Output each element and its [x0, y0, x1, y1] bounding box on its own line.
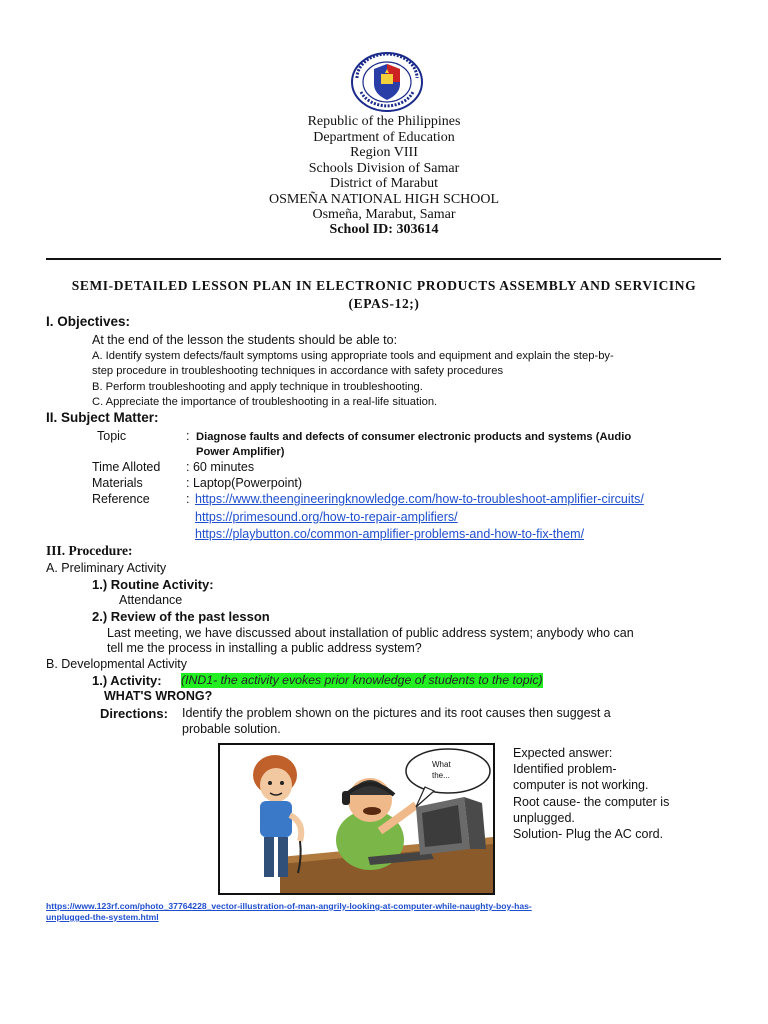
expected-line-1: Expected answer:: [513, 746, 613, 760]
objective-b: B. Perform troubleshooting and apply technique in troubleshooting.: [92, 381, 423, 393]
header-divider: [46, 258, 721, 260]
materials-label: Materials: [92, 476, 143, 490]
objectives-intro: At the end of the lesson the students should be able to:: [92, 333, 398, 347]
computer-unplugged-illustration: [220, 745, 493, 893]
directions-label: Directions:: [100, 706, 168, 721]
objective-c: C. Appreciate the importance of troubleshooting in a real-life situation.: [92, 396, 438, 408]
reference-link-2[interactable]: https://primesound.org/how-to-repair-amplifiers/: [195, 510, 458, 524]
header-line-7: Osmeña, Marabut, Samar: [312, 207, 456, 222]
topic-value-line-2: Power Amplifier): [196, 446, 285, 458]
expected-line-3: computer is not working.: [513, 778, 649, 792]
speech-bubble-line-2: the...: [432, 771, 450, 780]
reference-link-1[interactable]: https://www.theengineeringknowledge.com/how-to-troubleshoot-amplifier-circuits/: [195, 492, 644, 506]
deped-seal-icon: [351, 52, 423, 112]
objective-a-line-2: step procedure in troubleshooting techniques in accordance with safety procedures: [92, 365, 504, 377]
reference-link-3[interactable]: https://playbutton.co/common-amplifier-problems-and-how-to-fix-them/: [195, 527, 585, 541]
procedure-heading: III. Procedure:: [46, 543, 133, 558]
expected-line-6: Solution- Plug the AC cord.: [513, 827, 664, 841]
developmental-activity-heading: B. Developmental Activity: [46, 657, 188, 671]
image-source-link-line-2[interactable]: unplugged-the-system.html: [46, 912, 159, 922]
expected-line-4: Root cause- the computer is: [513, 795, 670, 809]
topic-colon: :: [186, 429, 190, 443]
reference-colon: :: [186, 492, 190, 506]
expected-line-5: unplugged.: [513, 811, 575, 825]
speech-bubble-line-1: What: [432, 760, 451, 769]
time-value: : 60 minutes: [186, 460, 255, 474]
header-line-6: OSMEÑA NATIONAL HIGH SCHOOL: [268, 192, 500, 207]
header-line-1: Republic of the Philippines: [307, 114, 461, 129]
whats-wrong-title: WHAT'S WRONG?: [104, 689, 213, 703]
cartoon-illustration: [218, 743, 495, 895]
lesson-title-line-2: (EPAS-12;): [348, 296, 420, 311]
materials-value: : Laptop(Powerpoint): [186, 476, 303, 490]
directions-line-2: probable solution.: [182, 722, 281, 736]
review-line-2: tell me the process in installing a public address system?: [107, 641, 422, 655]
header-line-3: Region VIII: [350, 145, 418, 160]
objective-a-line-1: A. Identify system defects/fault symptoms using appropriate tools and equipment and explain the step-by-: [92, 350, 614, 362]
header-line-2: Department of Education: [313, 130, 455, 145]
activity-indicator-note: (IND1- the activity evokes prior knowledge of students to the topic): [181, 673, 543, 687]
review-label: 2.) Review of the past lesson: [92, 609, 270, 624]
activity-label: 1.) Activity:: [92, 673, 162, 688]
school-id: School ID: 303614: [329, 222, 439, 237]
header-line-5: District of Marabut: [329, 176, 439, 191]
subject-matter-heading: II. Subject Matter:: [46, 410, 159, 425]
lesson-title-line-1: SEMI-DETAILED LESSON PLAN IN ELECTRONIC PRODUCTS ASSEMBLY AND SERVICING: [71, 278, 697, 293]
directions-line-1: Identify the problem shown on the pictures and its root causes then suggest a: [182, 706, 611, 720]
header-line-4: Schools Division of Samar: [308, 161, 460, 176]
expected-line-2: Identified problem-: [513, 762, 617, 776]
time-label: Time Alloted: [92, 460, 161, 474]
routine-activity-label: 1.) Routine Activity:: [92, 577, 214, 592]
attendance-text: Attendance: [119, 593, 183, 607]
reference-label: Reference: [92, 492, 150, 506]
topic-value-line-1: Diagnose faults and defects of consumer electronic products and systems (Audio: [196, 431, 632, 443]
topic-label: Topic: [97, 429, 127, 443]
preliminary-activity-heading: A. Preliminary Activity: [46, 561, 167, 575]
review-line-1: Last meeting, we have discussed about installation of public address system; anybody who can: [107, 626, 634, 640]
objectives-heading: I. Objectives:: [46, 314, 131, 329]
image-source-link-line-1[interactable]: https://www.123rf.com/photo_37764228_vector-illustration-of-man-angrily-looking-at-computer-while-naughty-boy-has-: [46, 901, 532, 911]
